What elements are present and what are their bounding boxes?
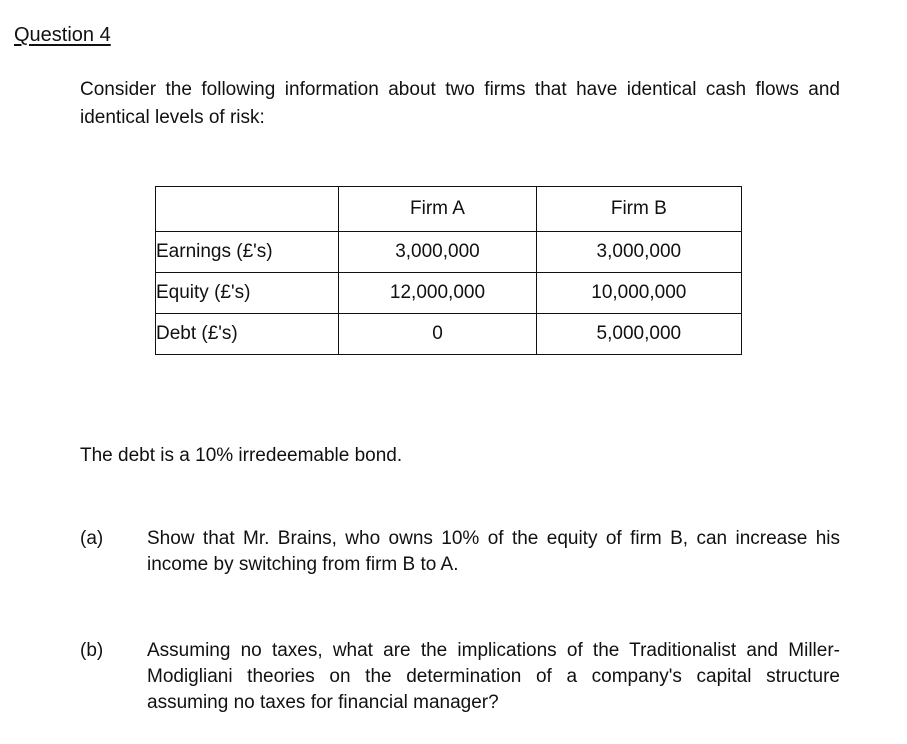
table-row <box>156 314 742 355</box>
part-b-text: Assuming no taxes, what are the implications of the Traditionalist and Miller-Modigliani theories on the determination of a company's capital structure assuming no taxes for financial manager? <box>147 640 840 713</box>
table-header-firm-b: Firm B <box>536 187 741 232</box>
intro-paragraph: Consider the following information about two firms that have identical cash flows and identical levels of risk: <box>80 79 840 128</box>
table-header-row <box>156 187 742 232</box>
equity-firm-a: 12,000,000 <box>339 273 536 314</box>
earnings-firm-a: 3,000,000 <box>339 232 536 273</box>
table-row <box>156 273 742 314</box>
debt-firm-b: 5,000,000 <box>536 314 741 355</box>
debt-firm-a: 0 <box>339 314 536 355</box>
equity-firm-b: 10,000,000 <box>536 273 741 314</box>
part-a-text: Show that Mr. Brains, who owns 10% of the equity of firm B, can increase his income by switching from firm B to A. <box>147 528 840 575</box>
question-part-b <box>80 638 840 716</box>
question-heading: Question 4 <box>14 24 111 46</box>
row-label-earnings: Earnings (£'s) <box>156 232 339 273</box>
row-label-equity: Equity (£'s) <box>156 273 339 314</box>
row-label-debt: Debt (£'s) <box>156 314 339 355</box>
question-part-a <box>80 526 840 578</box>
part-b-marker: (b) <box>80 640 104 661</box>
table-header-blank <box>156 187 339 232</box>
earnings-firm-b: 3,000,000 <box>536 232 741 273</box>
table-header-firm-a: Firm A <box>339 187 536 232</box>
firms-table <box>155 186 742 355</box>
debt-note: The debt is a 10% irredeemable bond. <box>80 445 403 466</box>
part-a-marker: (a) <box>80 528 104 549</box>
table-row <box>156 232 742 273</box>
